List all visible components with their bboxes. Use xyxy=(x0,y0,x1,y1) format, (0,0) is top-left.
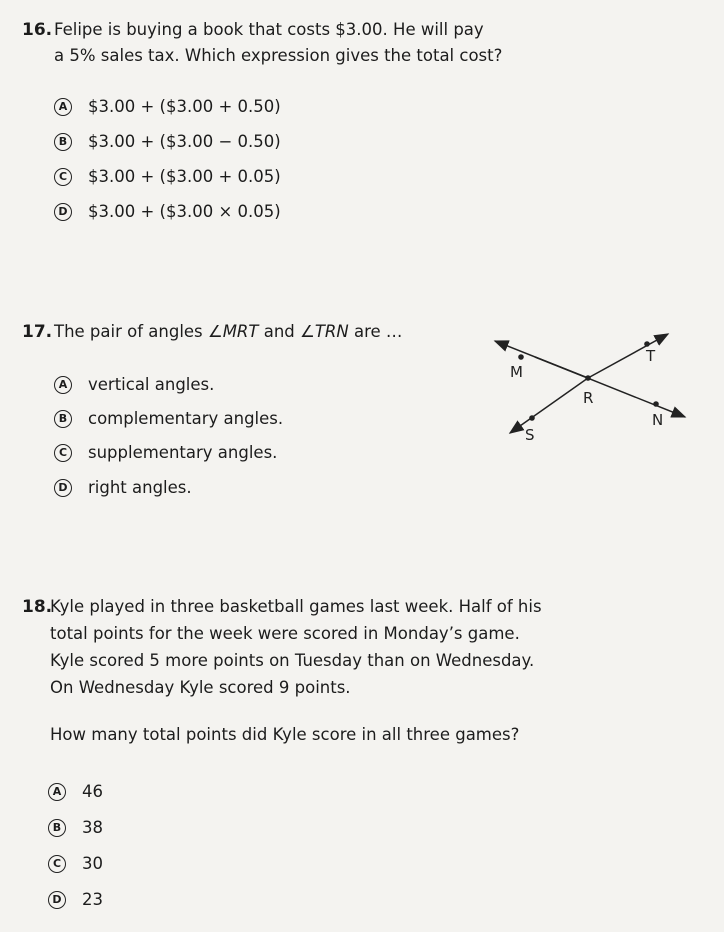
stem-suffix: are … xyxy=(353,322,403,341)
choice-text: $3.00 + ($3.00 × 0.05) xyxy=(88,202,281,221)
question-text: Felipe is buying a book that costs $3.00. He will pay xyxy=(54,20,484,39)
choice-a[interactable] xyxy=(54,97,281,116)
choice-text: 23 xyxy=(82,890,103,909)
question-number: 17. xyxy=(22,322,53,342)
question-text: a 5% sales tax. Which expression gives the total cost? xyxy=(54,46,503,65)
question-text: total points for the week were scored in Monday’s game. xyxy=(50,624,520,643)
choice-text: right angles. xyxy=(88,478,192,497)
angle-trn: ∠TRN xyxy=(300,322,349,341)
label-m: M xyxy=(510,363,523,381)
choice-c[interactable] xyxy=(54,443,277,462)
choice-a[interactable] xyxy=(54,375,214,394)
choice-c[interactable] xyxy=(54,167,281,186)
line-st xyxy=(588,334,668,378)
choice-text: complementary angles. xyxy=(88,409,284,428)
choice-text: 46 xyxy=(82,782,103,801)
question-text: On Wednesday Kyle scored 9 points. xyxy=(50,678,351,697)
choice-c[interactable] xyxy=(48,854,103,873)
choice-bubble[interactable]: C xyxy=(48,855,66,873)
question-text xyxy=(54,322,402,341)
choice-bubble[interactable]: A xyxy=(48,783,66,801)
choice-text: vertical angles. xyxy=(88,375,215,394)
choice-d[interactable] xyxy=(54,478,192,497)
stem-and: and xyxy=(263,322,295,341)
choice-bubble[interactable]: A xyxy=(54,98,72,116)
question-text: Kyle played in three basketball games last week. Half of his xyxy=(50,597,542,616)
choice-text: $3.00 + ($3.00 − 0.50) xyxy=(88,132,281,151)
label-t: T xyxy=(646,347,656,365)
question-prompt: How many total points did Kyle score in all three games? xyxy=(50,725,520,744)
choice-bubble[interactable]: C xyxy=(54,444,72,462)
stem-prefix: The pair of angles xyxy=(54,322,203,341)
label-r: R xyxy=(583,389,594,407)
choice-d[interactable] xyxy=(48,890,103,909)
choice-a[interactable] xyxy=(48,782,103,801)
choice-b[interactable] xyxy=(48,818,103,837)
choice-d[interactable] xyxy=(54,202,281,221)
choice-bubble[interactable]: B xyxy=(54,410,72,428)
point-n xyxy=(653,401,659,407)
choice-b[interactable] xyxy=(54,132,281,151)
line-rs xyxy=(510,378,588,433)
choice-bubble[interactable]: D xyxy=(54,479,72,497)
choice-bubble[interactable]: D xyxy=(54,203,72,221)
choice-bubble[interactable]: B xyxy=(48,819,66,837)
choice-bubble[interactable]: C xyxy=(54,168,72,186)
choice-b[interactable] xyxy=(54,409,283,428)
question-number: 16. xyxy=(22,20,53,40)
choice-text: 38 xyxy=(82,818,103,837)
choice-bubble[interactable]: B xyxy=(54,133,72,151)
angle-diagram xyxy=(480,315,710,450)
point-t xyxy=(644,341,650,347)
choice-bubble[interactable]: A xyxy=(54,376,72,394)
choice-text: supplementary angles. xyxy=(88,443,278,462)
question-number: 18. xyxy=(22,597,53,617)
choice-text: $3.00 + ($3.00 + 0.50) xyxy=(88,97,281,116)
choice-bubble[interactable]: D xyxy=(48,891,66,909)
question-text: Kyle scored 5 more points on Tuesday than on Wednesday. xyxy=(50,651,535,670)
choice-text: 30 xyxy=(82,854,103,873)
choice-text: $3.00 + ($3.00 + 0.05) xyxy=(88,167,281,186)
point-m xyxy=(518,354,524,360)
label-s: S xyxy=(525,426,535,444)
point-r xyxy=(585,375,591,381)
point-s xyxy=(529,415,535,421)
line-rm-extension xyxy=(495,341,588,378)
angle-mrt: ∠MRT xyxy=(207,322,259,341)
label-n: N xyxy=(652,411,664,429)
